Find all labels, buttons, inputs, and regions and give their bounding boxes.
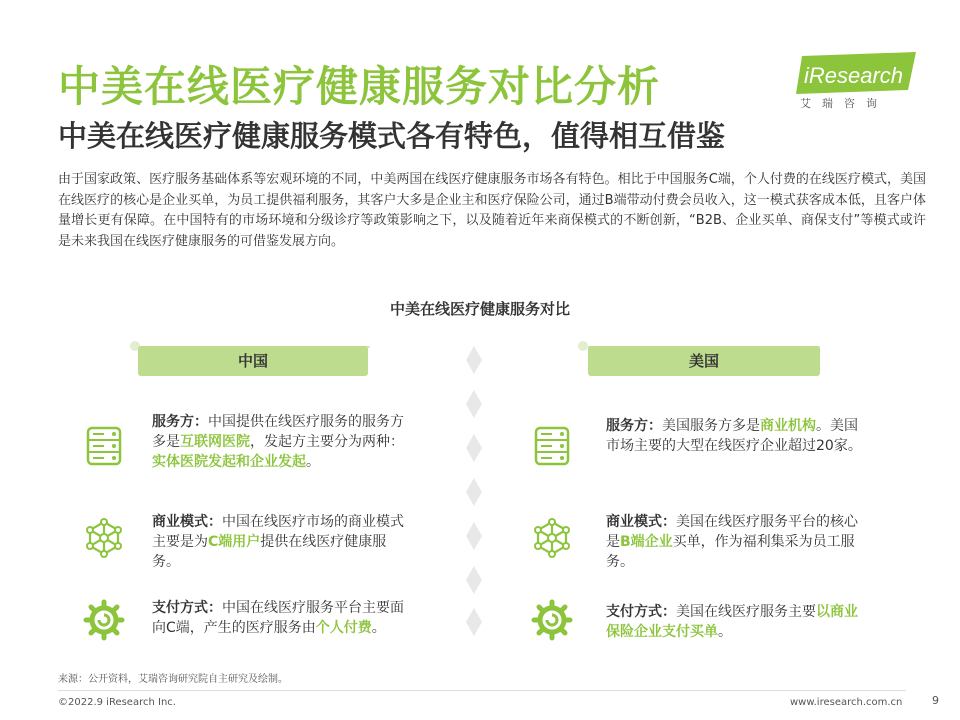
usa-header-dot — [578, 341, 588, 351]
payment-gear-icon — [530, 598, 574, 642]
server-icon — [82, 424, 126, 468]
page-title: 中美在线医疗健康服务对比分析 — [58, 62, 661, 111]
item-label: 服务方： — [152, 414, 208, 430]
usa-item-payment: 支付方式：美国在线医疗服务主要以商业保险企业支付买单。 — [606, 604, 858, 640]
payment-gear-icon — [82, 598, 126, 642]
china-item-payment: 支付方式：中国在线医疗服务平台主要面向C端，产生的医疗服务由个人付费。 — [152, 600, 404, 636]
item-label: 支付方式： — [606, 604, 676, 620]
item-label: 支付方式： — [152, 600, 222, 616]
server-icon — [530, 424, 574, 468]
copyright: ©2022.9 iResearch Inc. — [58, 697, 176, 708]
website-link[interactable]: www.iresearch.com.cn — [790, 697, 903, 708]
comparison-title: 中美在线医疗健康服务对比 — [389, 300, 570, 318]
page-subtitle: 中美在线医疗健康服务模式各有特色，值得相互借鉴 — [58, 119, 726, 153]
usa-header: 美国 — [588, 346, 820, 376]
source-note: 来源：公开资料，艾瑞咨询研究院自主研究及绘制。 — [58, 674, 288, 685]
svg-text:iResearch: iResearch — [804, 63, 904, 88]
china-header: 中国 — [138, 346, 368, 376]
network-icon — [82, 516, 126, 560]
item-label: 商业模式： — [606, 514, 676, 530]
usa-item-service-provider: 服务方：美国服务方多是商业机构。美国市场主要的大型在线医疗企业超过20家。 — [606, 418, 862, 454]
footer-divider — [58, 690, 906, 691]
item-label: 服务方： — [606, 418, 662, 434]
china-item-business-model: 商业模式：中国在线医疗市场的商业模式主要是为C端用户提供在线医疗健康服务。 — [152, 514, 404, 570]
intro-paragraph: 由于国家政策、医疗服务基础体系等宏观环境的不同，中美两国在线医疗健康服务市场各有特色。相比于中国服务C端，个人付费的在线医疗模式，美国在线医疗的核心是企业买单，为员工提供福利服务，其客户大多是企业主和医疗保险公司，通过B端带动付费会员收入，这一模式获客成本低，且客户体量增长更有保障。在中国特有的市场环境和分级诊疗等政策影响之下，以及随着近年来商保模式的不断创新，“B2B、企业买单、商保支付”等模式或许是未来我国在线医疗健康服务的可借鉴发展方向。 — [58, 172, 926, 249]
page-number: 9 — [932, 694, 939, 707]
logo-subtitle: 艾瑞咨询 — [800, 97, 888, 110]
item-label: 商业模式： — [152, 514, 222, 530]
usa-item-business-model: 商业模式：美国在线医疗服务平台的核心是B端企业买单，作为福利集采为员工服务。 — [606, 514, 858, 570]
china-item-service-provider: 服务方：中国提供在线医疗服务的服务方多是互联网医院，发起方主要分为两种：实体医院发起和企业发起。 — [152, 414, 404, 470]
center-divider — [462, 346, 486, 636]
network-icon — [530, 516, 574, 560]
